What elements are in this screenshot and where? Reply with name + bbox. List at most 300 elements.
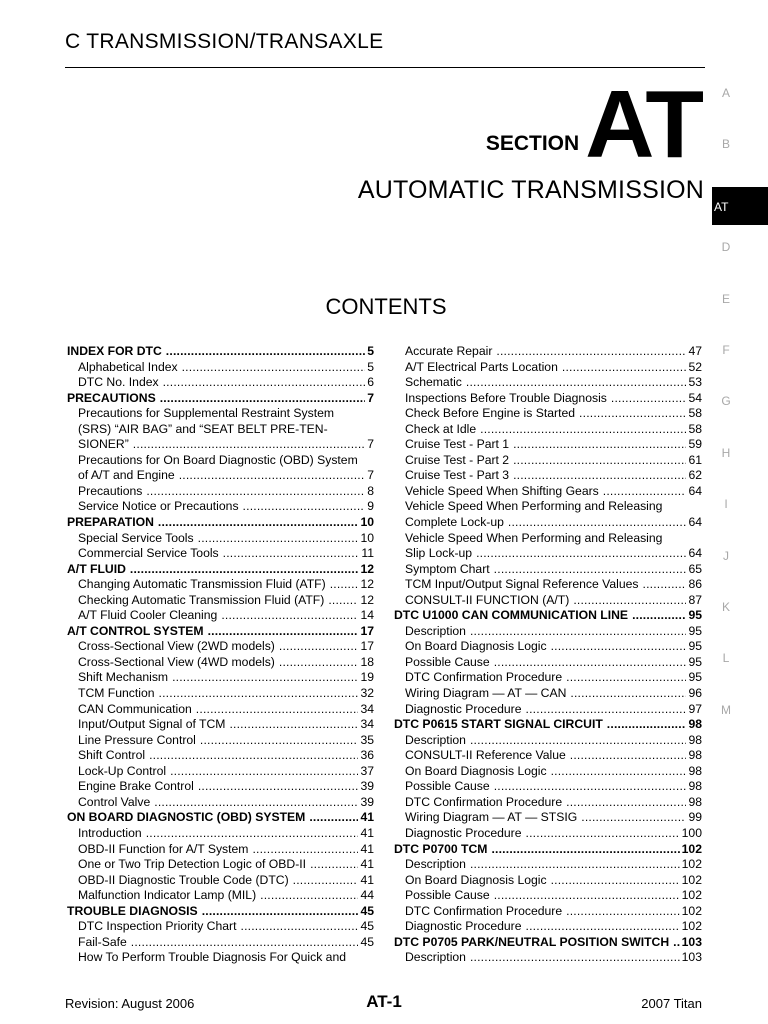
toc-dot-leader [154, 795, 358, 811]
toc-dot-leader [252, 842, 358, 858]
footer-model: 2007 Titan [641, 996, 702, 1011]
toc-entry-page: 12 [360, 577, 374, 592]
toc-entry[interactable] [67, 795, 374, 811]
toc-entry-page: 41 [360, 841, 374, 856]
toc-entry[interactable] [67, 686, 374, 702]
toc-dot-leader [476, 546, 686, 562]
toc-entry-page: 41 [360, 857, 374, 872]
toc-entry-label: Symptom Chart [405, 561, 490, 576]
toc-entry-page: 102 [681, 872, 702, 887]
toc-dot-leader [581, 810, 686, 826]
toc-entry-page: 86 [688, 577, 702, 592]
toc-dot-leader [632, 608, 686, 624]
toc-dot-leader [166, 344, 365, 360]
toc-entry-page: 102 [681, 888, 702, 903]
toc-entry-label: DTC P0705 PARK/NEUTRAL POSITION SWITCH [394, 934, 670, 949]
toc-entry-label: Cross-Sectional View (2WD models) [78, 639, 275, 654]
toc-entry-label: DTC Inspection Priority Chart [78, 919, 237, 934]
toc-entry-page: 95 [688, 639, 702, 654]
toc-entry[interactable] [67, 360, 374, 376]
toc-entry-page: 64 [688, 483, 702, 498]
toc-entry-page: 12 [360, 561, 374, 576]
toc-entry-page: 9 [367, 499, 374, 514]
toc-entry[interactable] [394, 515, 702, 531]
toc-entry-label: On Board Diagnosis Logic [405, 872, 547, 887]
toc-entry-label: TROUBLE DIAGNOSIS [67, 903, 198, 918]
toc-dot-leader [146, 826, 359, 842]
toc-dot-leader [146, 484, 365, 500]
toc-entry-page: 95 [688, 670, 702, 685]
toc-entry[interactable] [394, 562, 702, 578]
toc-entry-page: 99 [688, 810, 702, 825]
toc-entry-page: 7 [367, 437, 374, 452]
toc-dot-leader [182, 360, 366, 376]
toc-entry-page: 5 [367, 344, 374, 358]
toc-entry-page: 7 [367, 390, 374, 405]
toc-entry-label: CAN Communication [78, 701, 192, 716]
toc-dot-leader [494, 562, 687, 578]
section-tab-h[interactable]: H [721, 445, 731, 460]
toc-entry-page: 103 [681, 934, 702, 949]
toc-entry[interactable] [394, 717, 702, 733]
toc-entry[interactable] [394, 593, 702, 609]
toc-entry-label: A/T Fluid Cooler Cleaning [78, 608, 218, 623]
toc-entry[interactable] [67, 748, 374, 764]
toc-entry-page: 98 [688, 732, 702, 747]
toc-dot-leader [163, 375, 366, 391]
toc-entry-label: Alphabetical Index [78, 359, 178, 374]
toc-dot-leader [570, 686, 686, 702]
toc-entry[interactable] [67, 453, 374, 469]
toc-entry-page: 98 [688, 794, 702, 809]
toc-entry-page: 58 [688, 406, 702, 421]
toc-entry-label: PREPARATION [67, 515, 154, 530]
toc-dot-leader [494, 888, 680, 904]
toc-dot-leader [643, 577, 687, 593]
toc-entry-page: 58 [688, 421, 702, 436]
toc-entry[interactable] [394, 484, 702, 500]
toc-dot-leader [279, 655, 359, 671]
toc-dot-leader [551, 873, 680, 889]
toc-dot-leader [223, 546, 360, 562]
toc-entry-label: Control Valve [78, 794, 151, 809]
toc-dot-leader [508, 515, 687, 531]
toc-entry-page: 18 [360, 654, 374, 669]
toc-dot-leader [221, 608, 358, 624]
toc-entry-label: A/T Electrical Parts Location [405, 359, 558, 374]
toc-entry[interactable] [67, 733, 374, 749]
toc-dot-leader [160, 391, 366, 407]
section-tab-at[interactable]: AT [712, 187, 768, 225]
toc-entry-label: Possible Cause [405, 779, 490, 794]
header-rule [65, 67, 705, 68]
toc-entry[interactable] [67, 499, 374, 515]
toc-entry[interactable] [67, 919, 374, 935]
toc-entry[interactable] [394, 810, 702, 826]
section-tab-g[interactable]: G [721, 394, 731, 409]
toc-entry-page: 34 [360, 717, 374, 732]
toc-entry[interactable] [394, 842, 702, 858]
toc-entry-label: On Board Diagnosis Logic [405, 763, 547, 778]
toc-entry-page: 64 [688, 515, 702, 530]
toc-entry[interactable] [67, 764, 374, 780]
toc-entry-page: 87 [688, 592, 702, 607]
toc-entry-page: 10 [360, 515, 374, 530]
toc-entry-label: CONSULT-II FUNCTION (A/T) [405, 592, 570, 607]
toc-dot-leader [570, 748, 687, 764]
toc-entry-page: 61 [688, 452, 702, 467]
toc-entry-label: PRECAUTIONS [67, 390, 156, 405]
toc-dot-leader [526, 826, 680, 842]
toc-entry[interactable] [394, 391, 702, 407]
toc-dot-leader [573, 593, 686, 609]
toc-entry-page: 53 [688, 375, 702, 390]
toc-entry-label: Cross-Sectional View (4WD models) [78, 654, 275, 669]
section-tab-l[interactable]: L [722, 651, 730, 666]
toc-entry-label: Changing Automatic Transmission Fluid (ATF) [78, 577, 326, 592]
toc-dot-leader [130, 562, 359, 578]
toc-column-right [394, 344, 702, 966]
toc-entry[interactable] [394, 950, 702, 966]
toc-dot-leader [496, 344, 686, 360]
toc-dot-leader [309, 810, 358, 826]
toc-entry-page: 36 [360, 748, 374, 763]
toc-entry-label: DTC No. Index [78, 375, 159, 390]
toc-dot-leader [551, 764, 687, 780]
toc-entry-label: Inspections Before Trouble Diagnosis [405, 390, 607, 405]
toc-entry-page: 14 [360, 608, 374, 623]
toc-entry-page: 95 [688, 608, 702, 623]
toc-entry-page: 102 [681, 919, 702, 934]
toc-entry-label: Diagnostic Procedure [405, 919, 522, 934]
toc-entry[interactable] [394, 499, 702, 515]
toc-entry-label: Schematic [405, 375, 462, 390]
toc-entry[interactable] [67, 670, 374, 686]
toc-entry-label: DTC Confirmation Procedure [405, 903, 563, 918]
toc-entry-page: 59 [688, 437, 702, 452]
toc-dot-leader [260, 888, 358, 904]
toc-entry-page: 17 [360, 623, 374, 638]
toc-entry-label: Diagnostic Procedure [405, 825, 522, 840]
toc-entry[interactable] [67, 702, 374, 718]
section-tab-m[interactable]: M [721, 702, 731, 717]
toc-entry-label: One or Two Trip Detection Logic of OBD-II [78, 857, 307, 872]
section-tab-i[interactable]: I [724, 497, 728, 512]
footer-page-number: AT-1 [366, 992, 402, 1011]
toc-entry-page: 98 [688, 717, 702, 732]
toc-dot-leader [243, 499, 366, 515]
toc-entry[interactable] [67, 935, 374, 951]
toc-entry[interactable] [394, 779, 702, 795]
toc-entry-page: 97 [688, 701, 702, 716]
toc-entry[interactable] [67, 810, 374, 826]
toc-entry-label: Line Pressure Control [78, 732, 196, 747]
toc-entry-label: Description [405, 732, 466, 747]
toc-entry-label: DTC Confirmation Procedure [405, 794, 563, 809]
toc-dot-leader [470, 733, 686, 749]
toc-entry[interactable] [67, 344, 374, 360]
toc-entry[interactable] [394, 888, 702, 904]
toc-entry-label: Introduction [78, 825, 142, 840]
toc-entry[interactable] [394, 344, 702, 360]
toc-entry-page: 11 [361, 546, 374, 561]
toc-entry-label: Cruise Test - Part 1 [405, 437, 510, 452]
toc-dot-leader [579, 406, 686, 422]
toc-entry[interactable] [394, 422, 702, 438]
toc-entry[interactable] [67, 655, 374, 671]
toc-dot-leader [328, 593, 358, 609]
toc-entry[interactable] [394, 531, 702, 547]
toc-dot-leader [611, 391, 687, 407]
section-tab-f[interactable]: F [722, 342, 730, 357]
toc-entry[interactable] [394, 826, 702, 842]
toc-entry[interactable] [67, 873, 374, 889]
toc-entry-label: Shift Mechanism [78, 670, 169, 685]
toc-dot-leader [198, 779, 359, 795]
toc-entry-page: 37 [360, 763, 374, 778]
toc-entry[interactable] [394, 857, 702, 873]
toc-dot-leader [172, 670, 358, 686]
section-tab-d[interactable]: D [721, 240, 731, 255]
toc-dot-leader [526, 919, 680, 935]
toc-entry-page: 95 [688, 654, 702, 669]
toc-entry-page: 102 [681, 841, 702, 856]
toc-entry[interactable] [394, 686, 702, 702]
toc-entry-label: OBD-II Diagnostic Trouble Code (DTC) [78, 872, 289, 887]
toc-entry-label: Cruise Test - Part 2 [405, 452, 510, 467]
toc-entry-page: 5 [367, 359, 374, 374]
toc-entry[interactable] [67, 437, 374, 453]
toc-entry[interactable] [67, 608, 374, 624]
toc-entry-label: How To Perform Trouble Diagnosis For Quick and [78, 950, 347, 965]
toc-entry[interactable] [67, 888, 374, 904]
toc-entry[interactable] [394, 873, 702, 889]
toc-entry-label: Slip Lock-up [405, 546, 473, 561]
toc-entry-label: Commercial Service Tools [78, 546, 219, 561]
toc-dot-leader [200, 733, 359, 749]
toc-entry-label: On Board Diagnosis Logic [405, 639, 547, 654]
toc-entry-label: Wiring Diagram — AT — CAN [405, 686, 567, 701]
toc-entry[interactable] [394, 608, 702, 624]
toc-entry-page: 12 [360, 592, 374, 607]
toc-entry-page: 6 [367, 375, 374, 390]
toc-entry-label: TCM Input/Output Signal Reference Values [405, 577, 639, 592]
toc-entry-label: Vehicle Speed When Shifting Gears [405, 483, 599, 498]
toc-entry-page: 52 [688, 359, 702, 374]
toc-dot-leader [170, 764, 358, 780]
toc-entry[interactable] [394, 795, 702, 811]
toc-dot-leader [551, 639, 687, 655]
toc-entry-label: Fail-Safe [78, 934, 127, 949]
toc-entry[interactable] [394, 748, 702, 764]
toc-dot-leader [603, 484, 687, 500]
toc-entry-page: 98 [688, 748, 702, 763]
toc-entry-label: Description [405, 857, 466, 872]
toc-entry[interactable] [67, 593, 374, 609]
toc-entry[interactable] [67, 639, 374, 655]
toc-entry[interactable] [394, 919, 702, 935]
section-index-tabs [712, 78, 768, 746]
toc-entry[interactable] [394, 360, 702, 376]
section-code: AT [585, 71, 702, 178]
toc-entry-page: 44 [360, 888, 374, 903]
toc-dot-leader [566, 795, 686, 811]
toc-entry[interactable] [67, 468, 374, 484]
toc-entry-page: 8 [367, 483, 374, 498]
section-tab-e[interactable]: E [721, 291, 730, 306]
toc-entry-label: DTC Confirmation Procedure [405, 670, 563, 685]
toc-entry-label: Vehicle Speed When Performing and Releasing [405, 499, 663, 514]
toc-entry-page: 64 [688, 546, 702, 561]
toc-entry[interactable] [67, 546, 374, 562]
toc-entry-page: 17 [360, 639, 374, 654]
toc-dot-leader [131, 935, 359, 951]
toc-entry-label: (SRS) “AIR BAG” and “SEAT BELT PRE-TEN- [78, 421, 328, 436]
section-title: AUTOMATIC TRANSMISSION [357, 176, 704, 204]
toc-entry[interactable] [394, 453, 702, 469]
toc-dot-leader [179, 468, 366, 484]
toc-entry[interactable] [394, 375, 702, 391]
toc-entry-page: 62 [688, 468, 702, 483]
toc-dot-leader [480, 422, 686, 438]
toc-entry-label: SIONER” [78, 437, 129, 452]
toc-entry-page: 34 [360, 701, 374, 716]
toc-entry-label: A/T FLUID [67, 561, 126, 576]
toc-entry-label: Malfunction Indicator Lamp (MIL) [78, 888, 257, 903]
section-tab-b[interactable]: B [721, 137, 730, 152]
toc-entry[interactable] [394, 406, 702, 422]
toc-entry-label: DTC U1000 CAN COMMUNICATION LINE [394, 608, 629, 623]
toc-dot-leader [229, 717, 358, 733]
toc-entry-page: 45 [360, 934, 374, 949]
toc-entry-page: 102 [681, 903, 702, 918]
toc-entry-label: Input/Output Signal of TCM [78, 717, 226, 732]
footer-revision: Revision: August 2006 [65, 996, 195, 1011]
toc-entry[interactable] [394, 764, 702, 780]
toc-dot-leader [526, 702, 687, 718]
toc-entry[interactable] [394, 624, 702, 640]
toc-entry[interactable] [394, 670, 702, 686]
toc-entry[interactable] [394, 546, 702, 562]
toc-entry-page: 65 [688, 561, 702, 576]
toc-entry-label: Complete Lock-up [405, 515, 504, 530]
toc-entry-label: Possible Cause [405, 888, 490, 903]
header-title: C TRANSMISSION/TRANSAXLE [65, 30, 384, 53]
toc-entry[interactable] [394, 702, 702, 718]
toc-dot-leader [208, 624, 359, 640]
toc-entry[interactable] [67, 484, 374, 500]
toc-entry[interactable] [394, 639, 702, 655]
toc-entry[interactable] [67, 779, 374, 795]
toc-dot-leader [196, 702, 359, 718]
toc-entry-label: OBD-II Function for A/T System [78, 841, 249, 856]
toc-dot-leader [310, 857, 358, 873]
toc-entry-label: Check at Idle [405, 421, 477, 436]
toc-entry-label: Checking Automatic Transmission Fluid (ATF) [78, 592, 325, 607]
toc-entry-page: 100 [681, 825, 702, 840]
toc-entry-page: 10 [360, 530, 374, 545]
toc-dot-leader [513, 453, 686, 469]
toc-dot-leader [241, 919, 359, 935]
toc-entry-page: 32 [360, 686, 374, 701]
toc-entry[interactable] [67, 950, 374, 966]
toc-dot-leader [470, 857, 680, 873]
toc-entry-label: CONSULT-II Reference Value [405, 748, 566, 763]
section-tab-k[interactable]: K [721, 599, 730, 614]
toc-entry[interactable] [67, 422, 374, 438]
toc-entry[interactable] [67, 531, 374, 547]
toc-entry-page: 54 [688, 390, 702, 405]
toc-dot-leader [470, 950, 680, 966]
toc-entry-label: ON BOARD DIAGNOSTIC (OBD) SYSTEM [67, 810, 306, 825]
toc-entry-label: DTC P0615 START SIGNAL CIRCUIT [394, 717, 603, 732]
toc-entry-page: 95 [688, 623, 702, 638]
toc-entry[interactable] [67, 406, 374, 422]
section-heading [485, 71, 702, 178]
toc-entry-label: Description [405, 623, 466, 638]
toc-entry-label: Description [405, 950, 466, 965]
toc-dot-leader [513, 468, 686, 484]
toc-entry-page: 98 [688, 763, 702, 778]
toc-entry-page: 35 [360, 732, 374, 747]
toc-entry[interactable] [67, 717, 374, 733]
toc-entry-page: 41 [360, 825, 374, 840]
toc-entry-label: of A/T and Engine [78, 468, 175, 483]
toc-dot-leader [149, 748, 358, 764]
toc-entry-page: 39 [360, 779, 374, 794]
toc-dot-leader [513, 437, 686, 453]
section-tab-j[interactable]: J [723, 548, 729, 563]
toc-dot-leader [566, 904, 680, 920]
toc-entry[interactable] [67, 624, 374, 640]
toc-dot-leader [562, 360, 687, 376]
toc-entry-label: Special Service Tools [78, 530, 194, 545]
toc-entry-page: 47 [688, 344, 702, 358]
toc-entry-label: Engine Brake Control [78, 779, 194, 794]
section-tab-a[interactable]: A [721, 86, 730, 100]
toc-entry[interactable] [394, 733, 702, 749]
toc-entry-label: Accurate Repair [405, 344, 493, 358]
toc-entry[interactable] [67, 562, 374, 578]
toc-entry[interactable] [67, 904, 374, 920]
toc-dot-leader [133, 437, 365, 453]
toc-entry[interactable] [67, 826, 374, 842]
toc-entry[interactable] [67, 577, 374, 593]
toc-dot-leader [279, 639, 359, 655]
toc-entry-label: Vehicle Speed When Performing and Releasing [405, 530, 663, 545]
toc-entry-label: Diagnostic Procedure [405, 701, 522, 716]
toc-entry[interactable] [394, 904, 702, 920]
toc-entry[interactable] [394, 468, 702, 484]
toc-entry-page: 102 [681, 857, 702, 872]
toc-entry[interactable] [67, 515, 374, 531]
toc-dot-leader [198, 531, 359, 547]
toc-entry[interactable] [394, 935, 702, 951]
toc-dot-leader [466, 375, 687, 391]
toc-entry[interactable] [67, 391, 374, 407]
toc-entry[interactable] [394, 655, 702, 671]
toc-entry-label: Service Notice or Precautions [78, 499, 239, 514]
toc-entry-label: Cruise Test - Part 3 [405, 468, 510, 483]
contents-heading: CONTENTS [325, 294, 447, 319]
toc-entry[interactable] [394, 437, 702, 453]
toc-entry[interactable] [67, 857, 374, 873]
toc-entry[interactable] [67, 375, 374, 391]
toc-dot-leader [159, 686, 359, 702]
toc-entry[interactable] [67, 842, 374, 858]
toc-entry-page: 39 [360, 794, 374, 809]
toc-entry[interactable] [394, 577, 702, 593]
